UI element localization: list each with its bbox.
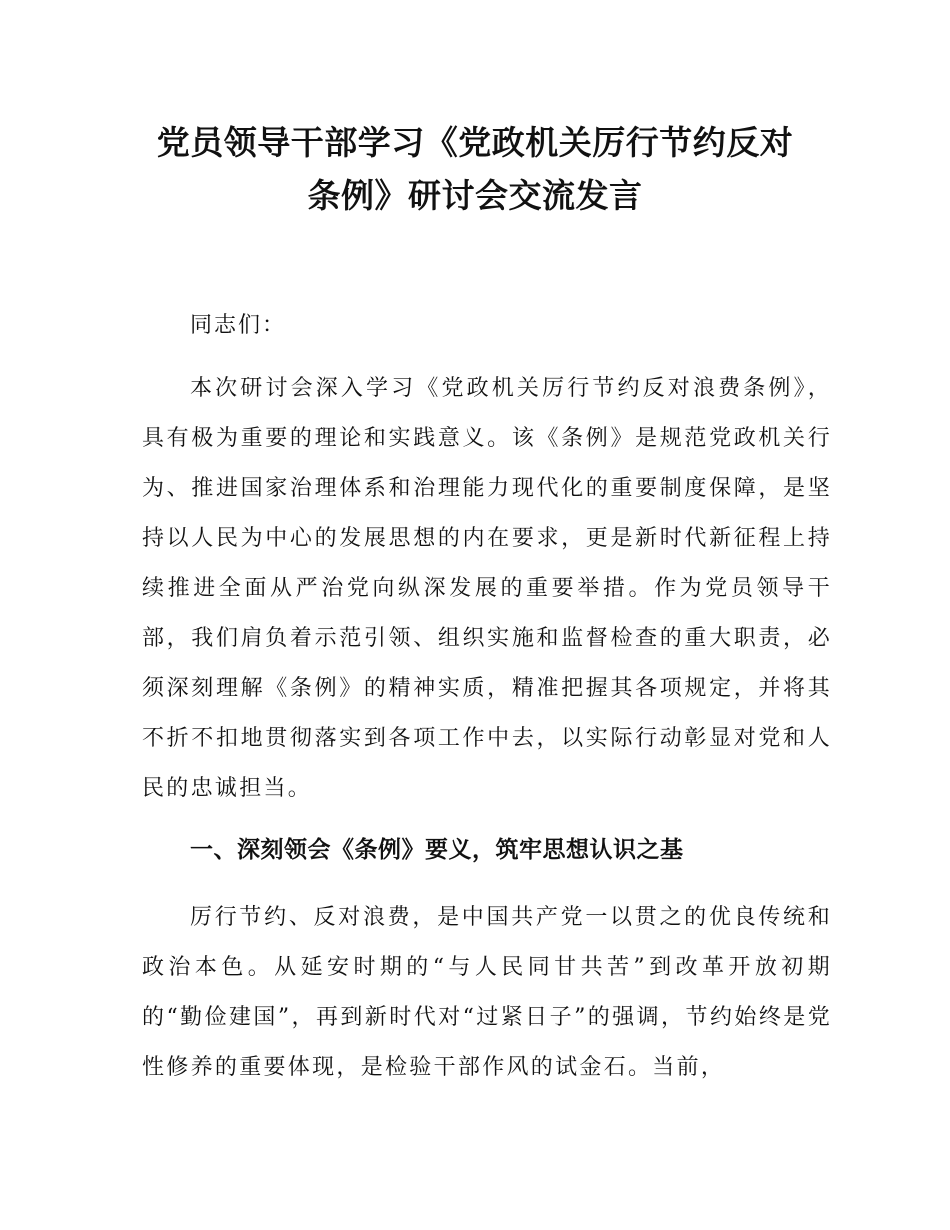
document-title <box>100 116 850 222</box>
body-paragraph-2: 厉行节约、反对浪费，是中国共产党一以贯之的优良传统和政治本色。从延安时期的“与人民同甘共苦”到改革开放初期的“勤俭建国”，再到新时代对“过紧日子”的强调，节约始终是党性修养的重要体现，是检验干部作风的试金石。当前， <box>142 905 832 1080</box>
body-paragraph-1: 本次研讨会深入学习《党政机关厉行节约反对浪费条例》，具有极为重要的理论和实践意义。该《条例》是规范党政机关行为、推进国家治理体系和治理能力现代化的重要制度保障，是坚持以人民为中心的发展思想的内在要求，更是新时代新征程上持续推进全面从严治党向纵深发展的重要举措。作为党员领导干部，我们肩负着示范引领、组织实施和监督检查的重大职责，必须深刻理解《条例》的精神实质，精准把握其各项规定，并将其不折不扣地贯彻落实到各项工作中去，以实际行动彰显对党和人民的忠诚担当。 <box>142 376 832 801</box>
title-line-2: 条例》研讨会交流发言 <box>307 176 643 215</box>
section-heading-1: 一、深刻领会《条例》要义，筑牢思想认识之基 <box>190 837 684 863</box>
title-line-1: 党员领导干部学习《党政机关厉行节约反对 <box>156 123 794 162</box>
salutation: 同志们： <box>190 313 287 338</box>
